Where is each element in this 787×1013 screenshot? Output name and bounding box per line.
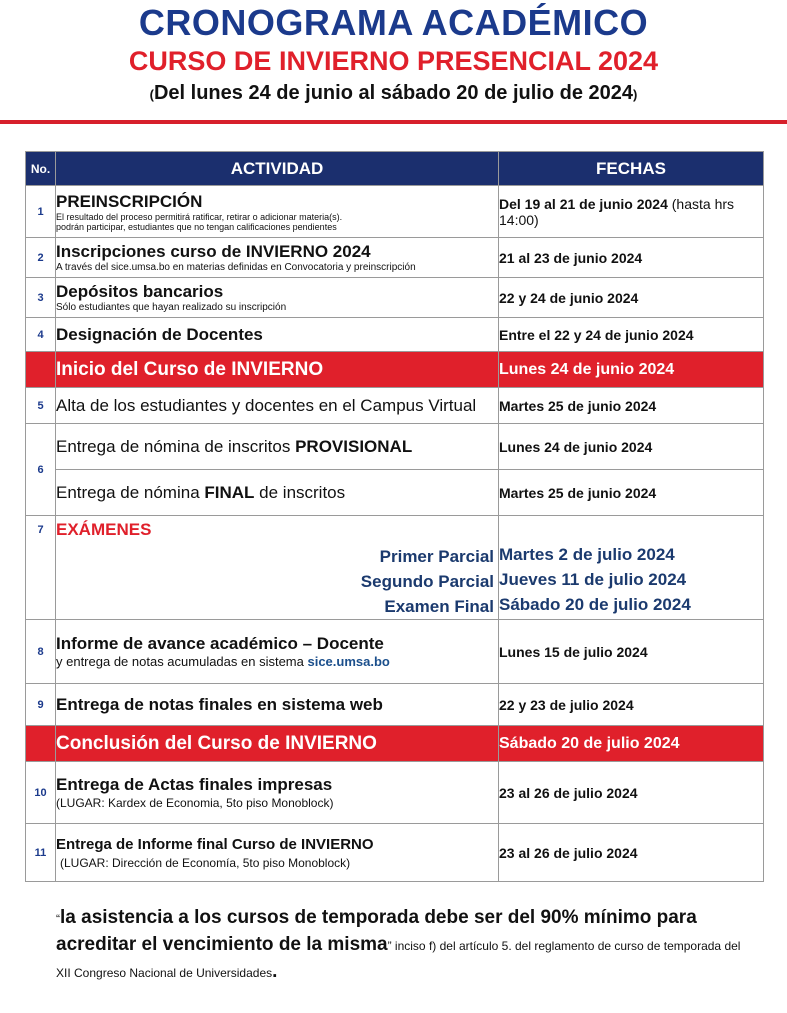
activity-title: Entrega de Actas finales impresas (56, 774, 333, 794)
milestone-row (26, 726, 764, 762)
date-cell (499, 516, 764, 620)
activity-title: Inscripciones curso de INVIERNO 2024 (56, 242, 371, 261)
milestone-title-cell (56, 352, 499, 388)
attendance-note: “la asistencia a los cursos de temporada debe ser del 90% mínimo para acreditar el vencimiento de la misma” inciso f) del artículo 5. del reglamento de curso de temporada del XII Congreso Nacional de Universidades. (56, 907, 741, 982)
sice-link[interactable]: sice.umsa.bo (307, 653, 390, 669)
exam-name: Primer Parcial (379, 547, 494, 566)
table-row (26, 516, 764, 620)
activity-title: Entrega de Informe final Curso de INVIERNO (56, 835, 374, 853)
milestone-date: Lunes 24 de junio 2024 (499, 352, 764, 388)
exam-date: Martes 2 de julio 2024 (499, 545, 675, 564)
date-cell: 21 al 23 de junio 2024 (499, 238, 764, 278)
activity-cell (56, 278, 499, 318)
exam-name: Segundo Parcial (360, 572, 494, 591)
row-number: 7 (26, 516, 56, 620)
activity-title: Entrega de nómina FINAL de inscritos (56, 482, 346, 502)
activity-title: Entrega de nómina de inscritos PROVISIONAL (56, 436, 413, 456)
date-cell: 22 y 23 de julio 2024 (499, 684, 764, 726)
activity-cell (56, 424, 499, 470)
milestone-row (26, 352, 764, 388)
table-row (26, 824, 764, 882)
date-cell: Martes 25 de junio 2024 (499, 470, 764, 516)
milestone-title: Conclusión del Curso de INVIERNO (56, 732, 377, 754)
activity-title: Designación de Docentes (56, 324, 263, 344)
row-number: 9 (26, 684, 56, 726)
table-row (26, 424, 764, 470)
row-number: 3 (26, 278, 56, 318)
milestone-title-cell (56, 726, 499, 762)
date-cell: Del 19 al 21 de junio 2024 (hasta hrs 14:00) (499, 186, 764, 238)
activity-note: (LUGAR: Kardex de Economia, 5to piso Monoblock) (56, 795, 334, 810)
activity-cell (56, 762, 499, 824)
table-row (26, 470, 764, 516)
page-subtitle: CURSO DE INVIERNO PRESENCIAL 2024 (128, 46, 659, 76)
activity-note: El resultado del proceso permitirá ratificar, retirar o adicionar materia(s). (56, 211, 343, 222)
activity-cell (56, 824, 499, 882)
activity-note: Sólo estudiantes que hayan realizado su inscripción (56, 302, 287, 313)
activity-note: A través del sice.umsa.bo en materias definidas en Convocatoria y preinscripción (56, 262, 416, 273)
row-number: 2 (26, 238, 56, 278)
col-header-activity: ACTIVIDAD (56, 152, 499, 186)
exam-name: Examen Final (384, 597, 494, 616)
activity-note: (LUGAR: Dirección de Economía, 5to piso Monoblock) (60, 855, 351, 870)
activity-cell (56, 516, 499, 620)
date-note: (hasta hrs 14:00) (499, 195, 735, 228)
schedule-table (25, 151, 764, 882)
activity-title: PREINSCRIPCIÓN (56, 191, 203, 211)
attendance-quote: la asistencia a los cursos de temporada debe ser del 90% mínimo para acreditar el vencimiento de la misma (56, 907, 697, 955)
date-cell: 22 y 24 de junio 2024 (499, 278, 764, 318)
table-row (26, 278, 764, 318)
date-cell: Martes 25 de junio 2024 (499, 388, 764, 424)
exam-date: Jueves 11 de julio 2024 (499, 570, 687, 589)
exam-date: Sábado 20 de julio 2024 (499, 595, 691, 614)
row-number: 1 (26, 186, 56, 238)
col-header-dates: FECHAS (499, 152, 764, 186)
activity-cell (56, 318, 499, 352)
activity-cell (56, 388, 499, 424)
activity-title: Informe de avance académico – Docente (56, 633, 384, 653)
regulation-reference: inciso f) del artículo 5. del reglamento de curso de temporada del XII Congreso Nacional de Universidades (56, 939, 741, 980)
activity-note: y entrega de notas acumuladas en sistema sice.umsa.bo (56, 653, 390, 669)
row-number: 11 (26, 824, 56, 882)
activity-cell (56, 186, 499, 238)
activity-cell (56, 470, 499, 516)
date-cell: 23 al 26 de julio 2024 (499, 762, 764, 824)
activity-cell (56, 620, 499, 684)
table-header-row (26, 152, 764, 186)
activity-title: Alta de los estudiantes y docentes en el Campus Virtual (56, 395, 477, 415)
row-number: 4 (26, 318, 56, 352)
date-cell: Entre el 22 y 24 de junio 2024 (499, 318, 764, 352)
page-title: CRONOGRAMA ACADÉMICO (138, 2, 649, 43)
row-number: 5 (26, 388, 56, 424)
milestone-date: Sábado 20 de julio 2024 (499, 726, 764, 762)
table-row (26, 186, 764, 238)
col-header-no: No. (26, 152, 56, 186)
activity-title: Entrega de notas finales en sistema web (56, 694, 383, 714)
row-number: 6 (26, 424, 56, 516)
table-row (26, 684, 764, 726)
row-number: 10 (26, 762, 56, 824)
row-number: 8 (26, 620, 56, 684)
date-cell: Lunes 15 de julio 2024 (499, 620, 764, 684)
table-row (26, 238, 764, 278)
activity-title: Depósitos bancarios (56, 282, 224, 301)
table-row (26, 318, 764, 352)
table-row (26, 620, 764, 684)
activity-note: podrán participar, estudiantes que no tengan calificaciones pendientes (56, 221, 337, 232)
table-row (26, 388, 764, 424)
activity-cell (56, 684, 499, 726)
date-cell: Lunes 24 de junio 2024 (499, 424, 764, 470)
exams-heading: EXÁMENES (56, 520, 152, 539)
date-range: (Del lunes 24 de junio al sábado 20 de julio de 2024) (149, 82, 638, 104)
milestone-title: Inicio del Curso de INVIERNO (56, 358, 324, 380)
table-row (26, 762, 764, 824)
date-cell: 23 al 26 de julio 2024 (499, 824, 764, 882)
activity-cell (56, 238, 499, 278)
header-divider (0, 120, 787, 124)
